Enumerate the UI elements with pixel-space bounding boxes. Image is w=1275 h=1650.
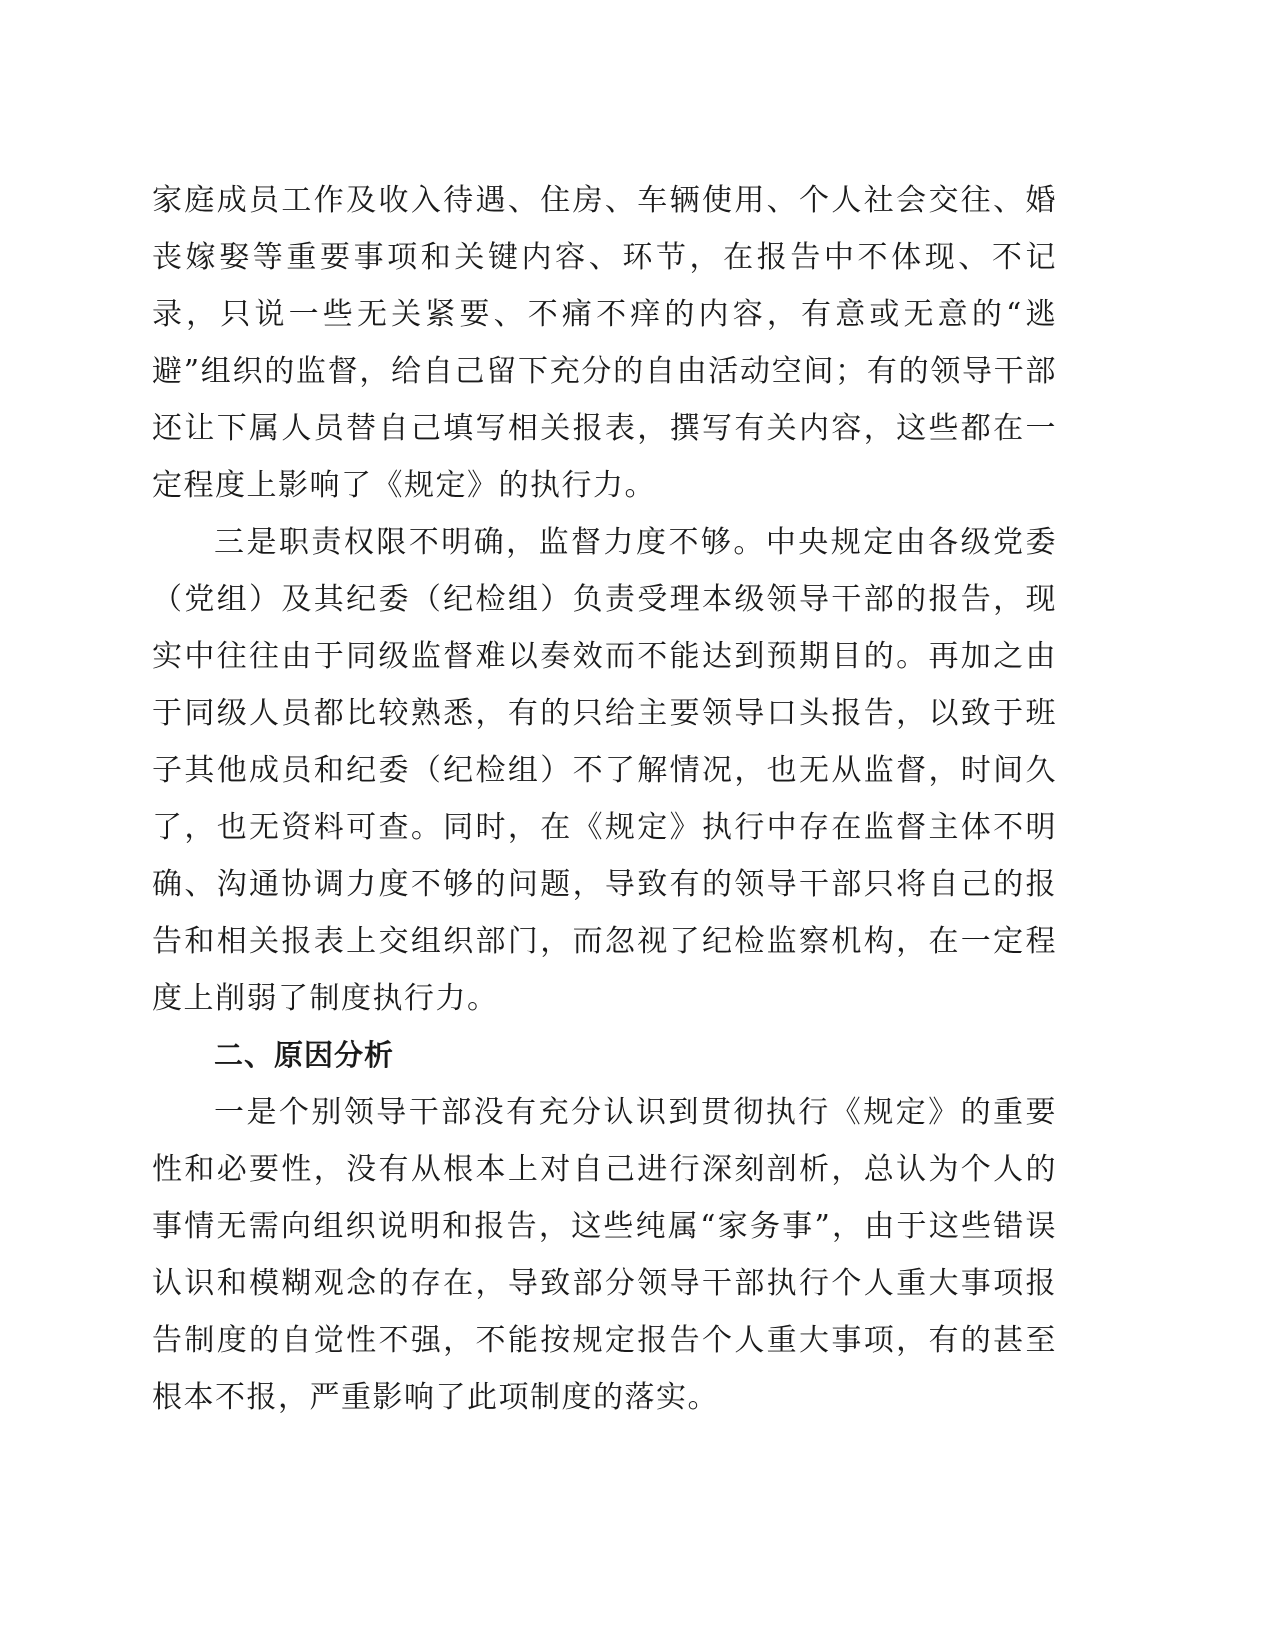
paragraph-continuation: 家庭成员工作及收入待遇、住房、车辆使用、个人社会交往、婚丧嫁娶等重要事项和关键内容、环节，在报告中不体现、不记录，只说一些无关紧要、不痛不痒的内容，有意或无意的“逃避”组织的监督，给自己留下充分的自由活动空间；有的领导干部还让下属人员替自己填写相关报表，撰写有关内容，这些都在一定程度上影响了《规定》的执行力。	[152, 183, 1057, 503]
section-heading: 二、原因分析	[214, 1038, 395, 1072]
document-page	[152, 172, 1057, 1426]
paragraph-point-one: 一是个别领导干部没有充分认识到贯彻执行《规定》的重要性和必要性，没有从根本上对自己进行深刻剖析，总认为个人的事情无需向组织说明和报告，这些纯属“家务事”，由于这些错误认识和模糊观念的存在，导致部分领导干部执行个人重大事项报告制度的自觉性不强，不能按规定报告个人重大事项，有的甚至根本不报，严重影响了此项制度的落实。	[152, 1095, 1057, 1415]
paragraph-point-three: 三是职责权限不明确，监督力度不够。中央规定由各级党委（党组）及其纪委（纪检组）负责受理本级领导干部的报告，现实中往往由于同级监督难以奏效而不能达到预期目的。再加之由于同级人员都比较熟悉，有的只给主要领导口头报告，以致于班子其他成员和纪委（纪检组）不了解情况，也无从监督，时间久了，也无资料可查。同时，在《规定》执行中存在监督主体不明确、沟通协调力度不够的问题，导致有的领导干部只将自己的报告和相关报表上交组织部门，而忽视了纪检监察机构，在一定程度上削弱了制度执行力。	[152, 525, 1057, 1016]
